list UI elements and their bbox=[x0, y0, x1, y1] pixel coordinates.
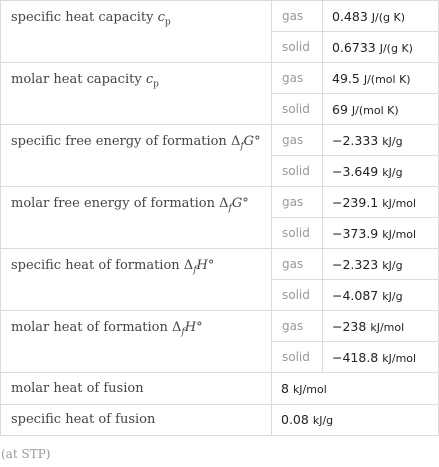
value-unit: J/(mol K) bbox=[363, 72, 411, 86]
property-subscript: f bbox=[228, 203, 232, 214]
property-subscript: p bbox=[153, 79, 159, 90]
value-number: −238 bbox=[332, 318, 367, 334]
value-unit: J/(mol K) bbox=[351, 103, 399, 117]
value-number: 8 bbox=[281, 380, 289, 396]
property-label: specific heat of formation Δ bbox=[11, 258, 194, 273]
property-value bbox=[323, 342, 439, 373]
property-value bbox=[323, 280, 439, 311]
property-value bbox=[323, 187, 439, 218]
property-name bbox=[1, 125, 272, 187]
property-name bbox=[1, 63, 272, 125]
table-row bbox=[1, 125, 439, 156]
phase-label: solid bbox=[272, 218, 323, 249]
phase-label: gas bbox=[272, 1, 323, 32]
property-value bbox=[323, 218, 439, 249]
property-label: specific heat capacity bbox=[11, 10, 158, 25]
value-number: 0.08 bbox=[281, 412, 309, 428]
phase-label: solid bbox=[272, 32, 323, 63]
property-label: molar free energy of formation Δ bbox=[11, 196, 229, 211]
table-row bbox=[1, 249, 439, 280]
property-subscript: f bbox=[193, 265, 197, 276]
value-number: 0.483 bbox=[332, 8, 368, 24]
property-value bbox=[323, 94, 439, 125]
value-number: −418.8 bbox=[332, 349, 379, 365]
property-name bbox=[1, 249, 272, 311]
table-row bbox=[1, 311, 439, 342]
property-name: molar heat of fusion bbox=[1, 373, 272, 405]
phase-label: gas bbox=[272, 63, 323, 94]
value-number: −373.9 bbox=[332, 225, 379, 241]
table-body bbox=[1, 1, 439, 436]
property-label: molar heat capacity bbox=[11, 72, 146, 87]
property-subscript: f bbox=[181, 327, 185, 338]
value-number: 49.5 bbox=[332, 70, 360, 86]
property-superscript: ° bbox=[207, 258, 215, 273]
value-number: −239.1 bbox=[332, 194, 379, 210]
phase-label: gas bbox=[272, 125, 323, 156]
property-value bbox=[272, 404, 439, 436]
footnote: (at STP) bbox=[1, 447, 51, 461]
value-unit: kJ/g bbox=[382, 134, 403, 148]
value-unit: kJ/g bbox=[382, 165, 403, 179]
property-symbol: G bbox=[243, 134, 255, 149]
table-row bbox=[1, 63, 439, 94]
value-unit: kJ/mol bbox=[382, 227, 417, 241]
value-number: −2.323 bbox=[332, 256, 379, 272]
property-name bbox=[1, 311, 272, 373]
phase-label: solid bbox=[272, 280, 323, 311]
value-unit: kJ/g bbox=[382, 289, 403, 303]
property-value bbox=[272, 373, 439, 405]
phase-label: solid bbox=[272, 156, 323, 187]
property-label: specific free energy of formation Δ bbox=[11, 134, 241, 149]
table-row bbox=[1, 187, 439, 218]
property-symbol: H bbox=[184, 320, 197, 335]
property-value bbox=[323, 63, 439, 94]
property-label: molar heat of formation Δ bbox=[11, 320, 182, 335]
table-row bbox=[1, 404, 439, 436]
phase-label: gas bbox=[272, 249, 323, 280]
phase-label: gas bbox=[272, 187, 323, 218]
phase-label: gas bbox=[272, 311, 323, 342]
property-name bbox=[1, 187, 272, 249]
property-subscript: p bbox=[164, 17, 171, 28]
value-number: −2.333 bbox=[332, 132, 379, 148]
property-superscript: ° bbox=[196, 320, 203, 335]
property-value bbox=[323, 1, 439, 32]
table-row bbox=[1, 1, 439, 32]
property-symbol: H bbox=[196, 258, 208, 273]
value-number: 69 bbox=[332, 101, 348, 117]
property-value bbox=[323, 125, 439, 156]
property-value bbox=[323, 32, 439, 63]
property-value bbox=[323, 311, 439, 342]
property-symbol: c bbox=[157, 10, 165, 25]
property-symbol: G bbox=[231, 196, 243, 211]
value-number: −4.087 bbox=[332, 287, 379, 303]
phase-label: solid bbox=[272, 342, 323, 373]
property-name: specific heat of fusion bbox=[1, 404, 272, 436]
value-unit: J/(g K) bbox=[379, 41, 413, 55]
property-symbol: c bbox=[145, 72, 154, 87]
value-unit: kJ/mol bbox=[370, 320, 405, 334]
value-unit: kJ/mol bbox=[382, 351, 417, 365]
value-unit: J/(g K) bbox=[371, 10, 406, 24]
phase-label: solid bbox=[272, 94, 323, 125]
property-value bbox=[323, 156, 439, 187]
value-number: 0.6733 bbox=[332, 39, 376, 55]
value-unit: kJ/g bbox=[312, 414, 334, 428]
value-unit: kJ/mol bbox=[382, 196, 417, 210]
value-number: −3.649 bbox=[332, 163, 379, 179]
property-value bbox=[323, 249, 439, 280]
property-superscript: ° bbox=[254, 134, 261, 149]
value-unit: kJ/g bbox=[382, 258, 403, 272]
property-superscript: ° bbox=[242, 196, 249, 211]
value-unit: kJ/mol bbox=[292, 382, 327, 396]
property-subscript: f bbox=[240, 141, 244, 152]
property-name bbox=[1, 1, 272, 63]
table-row bbox=[1, 373, 439, 405]
